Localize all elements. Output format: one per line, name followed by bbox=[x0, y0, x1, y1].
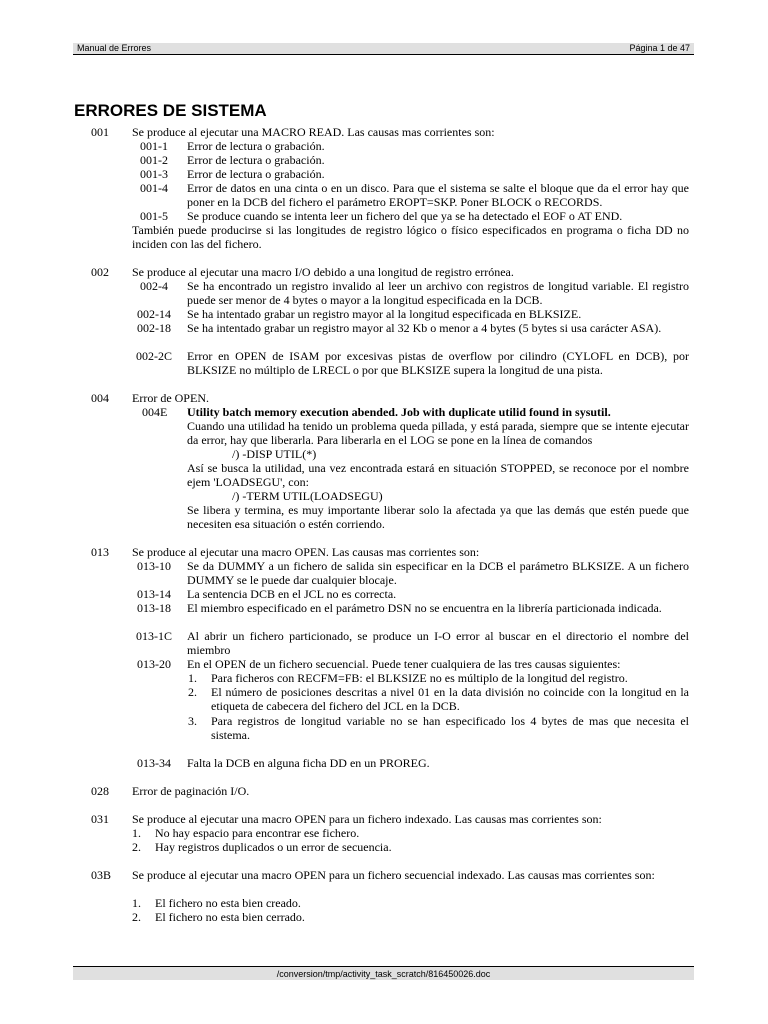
sub-text: Se ha intentado grabar un registro mayor al 32 Kb o menor a 4 bytes (5 bytes si usa carácter ASA). bbox=[187, 321, 662, 335]
sub-text: Se ha intentado grabar un registro mayor al la longitud especificada en BLKSIZE. bbox=[187, 307, 582, 321]
sub-text: El miembro especificado en el parámetro DSN no se encuentra en la librería particionada indicada. bbox=[187, 601, 662, 615]
sub-code: 004E bbox=[142, 405, 168, 419]
list-number: 2. bbox=[132, 910, 141, 924]
error-intro: Se produce al ejecutar una macro I/O debido a una longitud de registro errónea. bbox=[132, 265, 514, 279]
list-item: Hay registros duplicados o un error de secuencia. bbox=[155, 840, 392, 854]
list-number: 1. bbox=[188, 671, 197, 685]
sub-code: 002-4 bbox=[140, 279, 168, 293]
error-code: 004 bbox=[91, 391, 109, 405]
command-line: /) -TERM UTIL(LOADSEGU) bbox=[232, 489, 383, 503]
sub-code: 013-14 bbox=[137, 587, 171, 601]
error-intro: Se produce al ejecutar una macro OPEN para un fichero indexado. Las causas mas corrientes son: bbox=[132, 812, 602, 826]
paragraph: Se libera y termina, es muy importante liberar solo la afectada ya que las demás que estén puede que necesiten esa situación o estén corriendo. bbox=[187, 503, 689, 531]
error-intro: Se produce al ejecutar una macro OPEN. Las causas mas corrientes son: bbox=[132, 545, 480, 559]
list-item: El fichero no esta bien cerrado. bbox=[155, 910, 305, 924]
error-intro: Error de paginación I/O. bbox=[132, 784, 250, 798]
list-number: 3. bbox=[188, 714, 197, 728]
sub-code: 013-10 bbox=[137, 559, 171, 573]
sub-text: Al abrir un fichero particionado, se produce un I-O error al buscar en el directorio el nombre del miembro bbox=[187, 629, 689, 657]
list-item: No hay espacio para encontrar ese fichero. bbox=[155, 826, 360, 840]
error-note: También puede producirse si las longitudes de registro lógico o físico especificados en programa o ficha DD no inciden con las del fichero. bbox=[132, 223, 689, 251]
error-code: 001 bbox=[91, 125, 109, 139]
sub-text: Error en OPEN de ISAM por excesivas pistas de overflow por cilindro (CYLOFL en DCB), por BLKSIZE no múltiplo de LRECL o por que BLKSIZE supera la longitud de una pista. bbox=[187, 349, 689, 377]
list-number: 2. bbox=[132, 840, 141, 854]
error-code: 031 bbox=[91, 812, 109, 826]
error-code: 03B bbox=[91, 868, 112, 882]
sub-code: 013-34 bbox=[137, 756, 171, 770]
sub-text: Error de lectura o grabación. bbox=[187, 167, 325, 181]
sub-text: En el OPEN de un fichero secuencial. Puede tener cualquiera de las tres causas siguientes: bbox=[187, 657, 621, 671]
page-header bbox=[73, 43, 694, 55]
error-code: 028 bbox=[91, 784, 109, 798]
error-intro: Error de OPEN. bbox=[132, 391, 209, 405]
sub-title: Utility batch memory execution abended. Job with duplicate utilid found in sysutil. bbox=[187, 405, 611, 419]
sub-code: 013-20 bbox=[137, 657, 171, 671]
sub-text: Falta la DCB en alguna ficha DD en un PROREG. bbox=[187, 756, 430, 770]
sub-text: Se ha encontrado un registro invalido al leer un archivo con registros de longitud variable. El registro puede ser menor de 4 bytes o mayor a la longitud especificada en la DCB. bbox=[187, 279, 689, 307]
list-item: El fichero no esta bien creado. bbox=[155, 896, 301, 910]
page-title: ERRORES DE SISTEMA bbox=[74, 101, 267, 120]
sub-code: 001-1 bbox=[140, 139, 168, 153]
error-intro: Se produce al ejecutar una macro OPEN para un fichero secuencial indexado. Las causas mas corrientes son: bbox=[132, 868, 655, 882]
sub-code: 013-18 bbox=[137, 601, 171, 615]
sub-text: Se da DUMMY a un fichero de salida sin especificar en la DCB el parámetro BLKSIZE. A un fichero DUMMY se le puede dar cualquier blocaje. bbox=[187, 559, 689, 587]
sub-text: Error de lectura o grabación. bbox=[187, 139, 325, 153]
sub-code: 001-4 bbox=[140, 181, 168, 195]
list-number: 1. bbox=[132, 826, 141, 840]
sub-code: 002-14 bbox=[137, 307, 171, 321]
sub-text: Error de lectura o grabación. bbox=[187, 153, 325, 167]
sub-text: Se produce cuando se intenta leer un fichero del que ya se ha detectado el EOF o AT END. bbox=[187, 209, 623, 223]
list-item: El número de posiciones descritas a nivel 01 en la data división no coincide con la longitud en la etiqueta de cabecera del fichero del JCL en la DCB. bbox=[211, 685, 689, 713]
paragraph: Cuando una utilidad ha tenido un problema queda pillada, y está parada, siempre que se intente ejecutar da error, hay que liberarla. Para liberarla en el LOG se pone en la línea de comandos bbox=[187, 419, 689, 447]
header-page-number: Página 1 de 47 bbox=[629, 43, 690, 53]
sub-code: 013-1C bbox=[136, 629, 172, 643]
page-footer bbox=[73, 966, 694, 980]
list-number: 2. bbox=[188, 685, 197, 699]
sub-text: Error de datos en una cinta o en un disco. Para que el sistema se salte el bloque que da el error hay que poner en la DCB del fichero el parámetro EROPT=SKP. Poner BLOCK o RECORDS. bbox=[187, 181, 689, 209]
sub-code: 001-5 bbox=[140, 209, 168, 223]
sub-code: 001-3 bbox=[140, 167, 168, 181]
paragraph: Así se busca la utilidad, una vez encontrada estará en situación STOPPED, se reconoce por el nombre ejem 'LOADSEGU', con: bbox=[187, 461, 689, 489]
sub-text: La sentencia DCB en el JCL no es correcta. bbox=[187, 587, 397, 601]
sub-code: 002-18 bbox=[137, 321, 171, 335]
command-line: /) -DISP UTIL(*) bbox=[232, 447, 317, 461]
header-title: Manual de Errores bbox=[77, 43, 152, 53]
footer-file-path: /conversion/tmp/activity_task_scratch/816450026.doc bbox=[276, 969, 491, 979]
sub-code: 001-2 bbox=[140, 153, 168, 167]
list-item: Para registros de longitud variable no se han especificado los 4 bytes de mas que necesita el sistema. bbox=[211, 714, 689, 742]
list-number: 1. bbox=[132, 896, 141, 910]
sub-code: 002-2C bbox=[136, 349, 172, 363]
list-item: Para ficheros con RECFM=FB: el BLKSIZE no es múltiplo de la longitud del registro. bbox=[211, 671, 628, 685]
error-code: 013 bbox=[91, 545, 109, 559]
error-intro: Se produce al ejecutar una MACRO READ. Las causas mas corrientes son: bbox=[132, 125, 495, 139]
error-code: 002 bbox=[91, 265, 109, 279]
